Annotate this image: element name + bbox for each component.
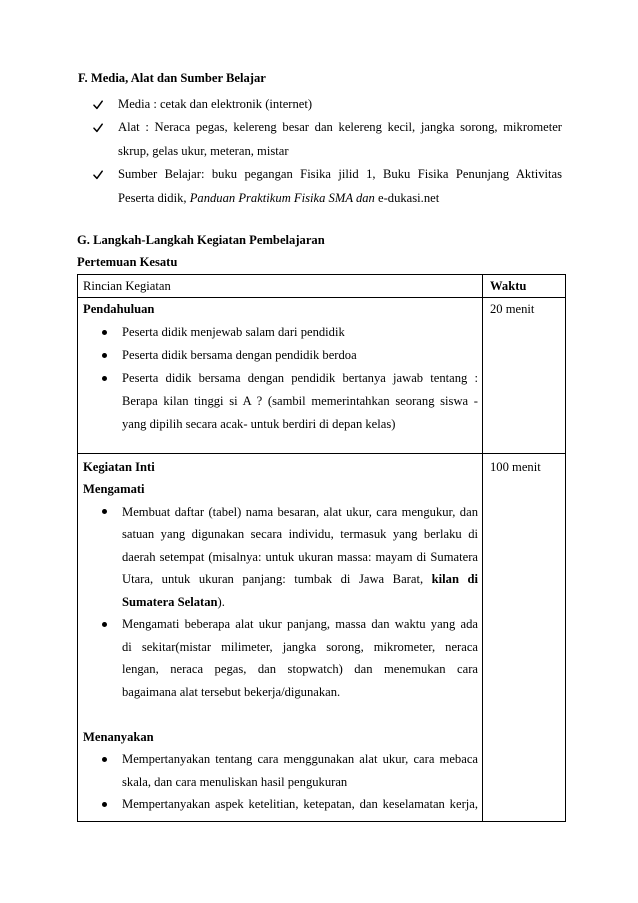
list-item-line: Peserta didik bersama dengan pendidik bertanya jawab tentang :	[122, 371, 478, 385]
table-row-pendahuluan	[78, 298, 565, 454]
checkmark-icon	[93, 100, 103, 110]
table-header-row	[78, 275, 565, 298]
header-activities-cell	[78, 275, 483, 297]
header-time-label: Waktu	[490, 279, 527, 293]
pendahuluan-title: Pendahuluan	[83, 302, 155, 316]
list-item-line: skrup, gelas ukur, meteran, mistar	[118, 143, 289, 158]
meeting-subheading: Pertemuan Kesatu	[77, 255, 178, 269]
list-item-line: Sumber Belajar: buku pegangan Fisika jilid 1, Buku Fisika Penunjang Aktivitas	[118, 167, 562, 181]
line-text: ).	[217, 594, 225, 609]
line-text: e-dukasi.net	[374, 190, 440, 205]
list-item-line: Mengamati beberapa alat ukur panjang, massa dan waktu yang ada	[122, 617, 478, 631]
list-item	[83, 321, 478, 344]
line-text: Utara, untuk ukuran panjang: tumbak di Jawa Barat,	[122, 572, 432, 586]
section-f-heading: F. Media, Alat dan Sumber Belajar	[78, 71, 266, 85]
pendahuluan-time-cell	[483, 298, 565, 453]
list-item-line: Alat : Neraca pegas, kelereng besar dan kelereng kecil, jangka sorong, mikrometer	[118, 120, 562, 134]
list-item-line	[122, 568, 478, 591]
list-item-line: Berapa kilan tinggi si A ? (sambil memerintahkan seorang siswa -	[122, 394, 478, 408]
list-item-alat	[78, 116, 562, 163]
duration-text: 20 menit	[490, 302, 535, 316]
list-item-line	[122, 591, 478, 614]
list-item-line: skala, dan cara menuliskan hasil pengukuran	[122, 774, 348, 789]
section-g-heading: G. Langkah-Langkah Kegiatan Pembelajaran	[77, 233, 325, 247]
list-item-line: Membuat daftar (tabel) nama besaran, alat ukur, cara mengukur, dan	[122, 504, 478, 519]
list-item-line: di sekitar(mistar milimeter, jangka sorong, mikrometer, neraca	[122, 639, 478, 654]
checkmark-icon	[93, 170, 103, 180]
list-item-media	[78, 93, 562, 117]
bullet-dot-icon	[102, 376, 107, 381]
bold-text: Sumatera Selatan	[122, 594, 218, 609]
list-item	[83, 367, 478, 436]
checkmark-icon	[93, 123, 103, 133]
list-item-line: yang dipilih secara acak- untuk berdiri di depan kelas)	[122, 417, 396, 431]
kegiatan-inti-title: Kegiatan Inti	[83, 459, 155, 474]
list-item	[83, 748, 478, 793]
list-item	[83, 344, 478, 367]
bullet-dot-icon	[102, 330, 107, 335]
list-item-line: satuan yang digunakan secara individu, termasuk yang berlaku di	[122, 527, 478, 541]
list-item	[83, 613, 478, 703]
bullet-dot-icon	[102, 802, 107, 807]
pendahuluan-activities-cell	[78, 298, 483, 453]
header-activities-label: Rincian Kegiatan	[83, 279, 171, 293]
list-item-line: Peserta didik bersama dengan pendidik berdoa	[122, 348, 357, 362]
list-item-sumber-belajar	[78, 163, 562, 210]
list-item-line: Media : cetak dan elektronik (internet)	[118, 96, 313, 111]
list-item	[83, 501, 478, 614]
list-item-line: bagaimana alat tersebut bekerja/digunakan.	[122, 684, 341, 699]
mengamati-title: Mengamati	[83, 482, 145, 496]
italic-book-title: Panduan Praktikum Fisika SMA dan	[189, 190, 375, 205]
list-item-line: daerah setempat (misalnya: untuk ukuran massa: mayam di Sumatera	[122, 549, 478, 564]
list-item-line: Mempertanyakan aspek ketelitian, ketepatan, dan keselamatan kerja,	[122, 797, 478, 811]
duration-text: 100 menit	[490, 459, 541, 474]
bullet-dot-icon	[102, 353, 107, 358]
kegiatan-inti-time-cell	[483, 454, 565, 821]
bold-text: kilan di	[431, 572, 478, 586]
list-item-line: lengan, neraca pegas, dan stopwatch) dan menemukan cara	[122, 662, 478, 676]
menanyakan-title: Menanyakan	[83, 729, 154, 744]
list-item-line: Peserta didik menjewab salam dari pendidik	[122, 325, 345, 339]
list-item-line: Mempertanyakan tentang cara menggunakan alat ukur, cara mebaca	[122, 752, 478, 766]
list-item-line	[118, 187, 562, 211]
table-row-kegiatan-inti	[78, 454, 565, 821]
bullet-dot-icon	[102, 509, 107, 514]
list-item	[83, 793, 478, 816]
langkah-kegiatan-section	[77, 229, 557, 273]
bullet-dot-icon	[102, 757, 107, 762]
line-text: Peserta didik,	[118, 190, 190, 205]
header-time-cell	[483, 275, 565, 297]
activity-table	[77, 274, 566, 822]
kegiatan-inti-activities-cell	[78, 454, 483, 821]
media-alat-sumber-section	[78, 66, 568, 210]
bullet-dot-icon	[102, 622, 107, 627]
